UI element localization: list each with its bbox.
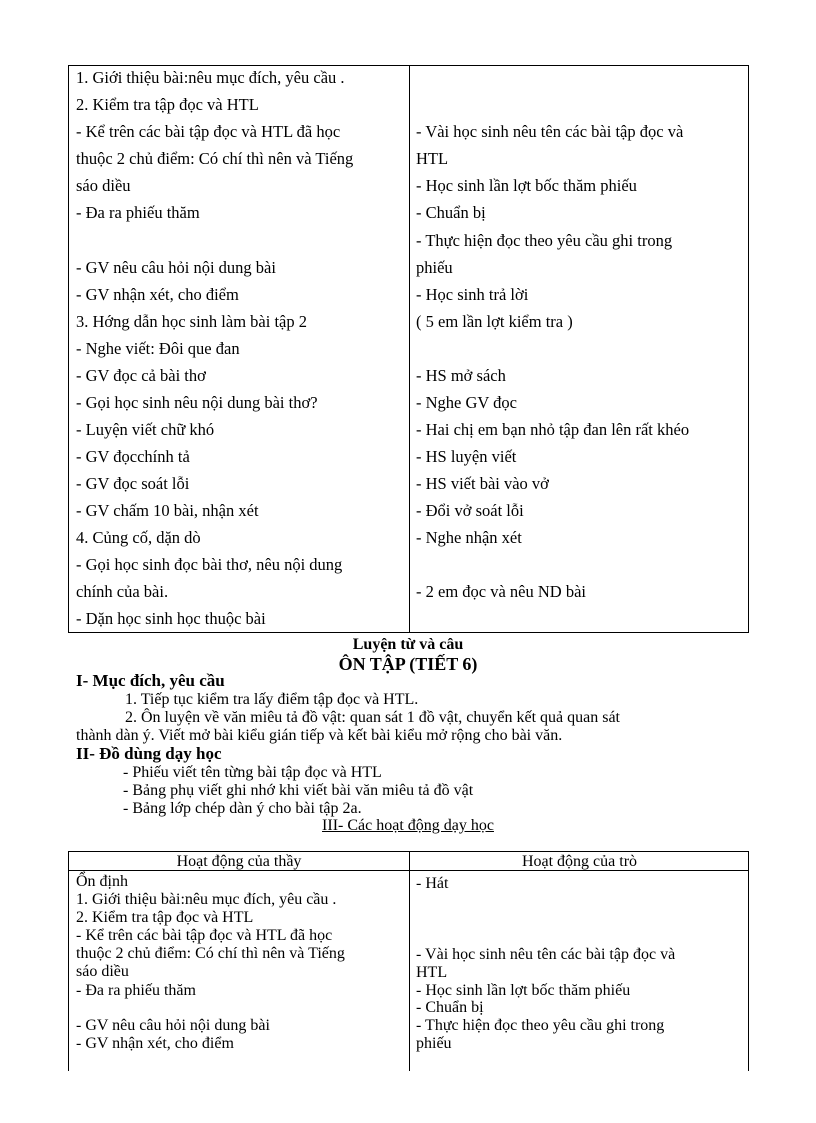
student-activity-line: - Hai chị em bạn nhỏ tập đan lên rất khéo: [416, 420, 690, 439]
material-item: - Bảng phụ viết ghi nhớ khi viết bài văn miêu tả đồ vật: [123, 782, 474, 799]
teacher-activity-line: 1. Giới thiệu bài:nêu mục đích, yêu cầu .: [76, 891, 337, 908]
teacher-activity-line: 4. Củng cố, dặn dò: [76, 528, 201, 547]
student-activity-line: ( 5 em lần lợt kiểm tra ): [416, 312, 573, 331]
student-activity-line: phiếu: [416, 258, 453, 277]
teacher-activity-line: - GV nêu câu hỏi nội dung bài: [76, 258, 276, 277]
activity-table-2: [68, 851, 749, 1071]
student-activity-line: phiếu: [416, 1035, 452, 1052]
teacher-activity-line: Ổn định: [76, 873, 128, 890]
student-activity-line: - HS mở sách: [416, 366, 506, 385]
student-activity-line: - Vài học sinh nêu tên các bài tập đọc và: [416, 122, 684, 141]
header-teacher-activity: Hoạt động của thầy: [176, 853, 302, 870]
teacher-activity-line: 2. Kiểm tra tập đọc và HTL: [76, 95, 259, 114]
teacher-activity-line: 2. Kiểm tra tập đọc và HTL: [76, 909, 254, 926]
teacher-activity-line: sáo diều: [76, 176, 131, 195]
student-activity-line: - Thực hiện đọc theo yêu cầu ghi trong: [416, 231, 673, 250]
teacher-activity-line: - GV nhận xét, cho điểm: [76, 1035, 234, 1052]
student-activity-line: - Chuẩn bị: [416, 999, 484, 1016]
header-student-activity: Hoạt động của trò: [521, 853, 638, 870]
teacher-activity-line: - Gọi học sinh đọc bài thơ, nêu nội dung: [76, 555, 343, 574]
objective-item: 2. Ôn luyện về văn miêu tả đồ vật: quan sát 1 đồ vật, chuyển kết quả quan sát: [125, 709, 620, 726]
student-activity-line: - Học sinh lần lợt bốc thăm phiếu: [416, 176, 637, 195]
teacher-activity-line: - Kể trên các bài tập đọc và HTL đã học: [76, 927, 333, 944]
section-heading-activities-text: III- Các hoạt động dạy học: [322, 817, 494, 834]
section-heading-materials: II- Đồ dùng dạy học: [76, 744, 222, 763]
student-activity-line: - Chuẩn bị: [416, 203, 486, 222]
student-activity-line: - Hát: [416, 875, 449, 892]
teacher-activity-line: 3. Hớng dẫn học sinh làm bài tập 2: [76, 312, 307, 331]
teacher-activity-line: sáo diều: [76, 963, 129, 980]
student-activity-line: - Thực hiện đọc theo yêu cầu ghi trong: [416, 1017, 665, 1034]
teacher-activity-line: 1. Giới thiệu bài:nêu mục đích, yêu cầu .: [76, 68, 345, 87]
section-heading-activities: [0, 817, 816, 835]
teacher-activity-line: - Luyện viết chữ khó: [76, 420, 215, 439]
teacher-activity-line: - Gọi học sinh nêu nội dung bài thơ?: [76, 393, 318, 412]
teacher-activity-line: - GV chấm 10 bài, nhận xét: [76, 501, 259, 520]
teacher-activity-line: chính của bài.: [76, 582, 169, 601]
lesson-title: ÔN TẬP (TIẾT 6): [338, 654, 478, 674]
teacher-activity-line: - GV nêu câu hỏi nội dung bài: [76, 1017, 270, 1034]
student-activity-line: HTL: [416, 149, 449, 168]
teacher-activity-line: - Dặn học sinh học thuộc bài: [76, 609, 266, 628]
teacher-activity-line: - Đa ra phiếu thăm: [76, 982, 196, 999]
activity-table-1: [68, 65, 749, 633]
student-activity-line: - 2 em đọc và nêu ND bài: [416, 582, 586, 601]
student-activity-line: - HS viết bài vào vở: [416, 474, 549, 493]
teacher-activity-line: - GV đọc soát lỗi: [76, 474, 190, 493]
teacher-activity-line: thuộc 2 chủ điểm: Có chí thì nên và Tiếng: [76, 149, 354, 168]
teacher-activity-line: - GV đọcchính tả: [76, 447, 190, 466]
objective-item: 1. Tiếp tục kiểm tra lấy điểm tập đọc và HTL.: [125, 691, 419, 708]
column-divider: [409, 66, 410, 632]
teacher-activity-line: - Đa ra phiếu thăm: [76, 203, 200, 222]
student-activity-line: - Nghe GV đọc: [416, 393, 517, 412]
material-item: - Phiếu viết tên từng bài tập đọc và HTL: [123, 764, 382, 781]
header-row-divider: [69, 870, 748, 871]
student-activity-line: - Đổi vở soát lỗi: [416, 501, 524, 520]
teacher-activity-line: - Nghe viết: Đôi que đan: [76, 339, 240, 358]
student-activity-line: - Học sinh lần lợt bốc thăm phiếu: [416, 982, 631, 999]
student-activity-line: - Vài học sinh nêu tên các bài tập đọc và: [416, 946, 676, 963]
material-item: - Bảng lớp chép dàn ý cho bài tập 2a.: [123, 800, 362, 817]
teacher-activity-line: thuộc 2 chủ điểm: Có chí thì nên và Tiếng: [76, 945, 345, 962]
student-activity-line: HTL: [416, 964, 448, 981]
teacher-activity-line: - Kể trên các bài tập đọc và HTL đã học: [76, 122, 341, 141]
student-activity-line: - HS luyện viết: [416, 447, 517, 466]
column-divider: [409, 852, 410, 1071]
teacher-activity-line: - GV nhận xét, cho điểm: [76, 285, 239, 304]
objective-item-continued: thành dàn ý. Viết mở bài kiểu gián tiếp và kết bài kiểu mở rộng cho bài văn.: [76, 727, 563, 744]
student-activity-line: - Học sinh trả lời: [416, 285, 529, 304]
section-heading-objectives: I- Mục đích, yêu cầu: [76, 671, 225, 690]
lesson-subject: Luyện từ và câu: [352, 636, 464, 653]
student-activity-line: - Nghe nhận xét: [416, 528, 522, 547]
teacher-activity-line: - GV đọc cả bài thơ: [76, 366, 206, 385]
